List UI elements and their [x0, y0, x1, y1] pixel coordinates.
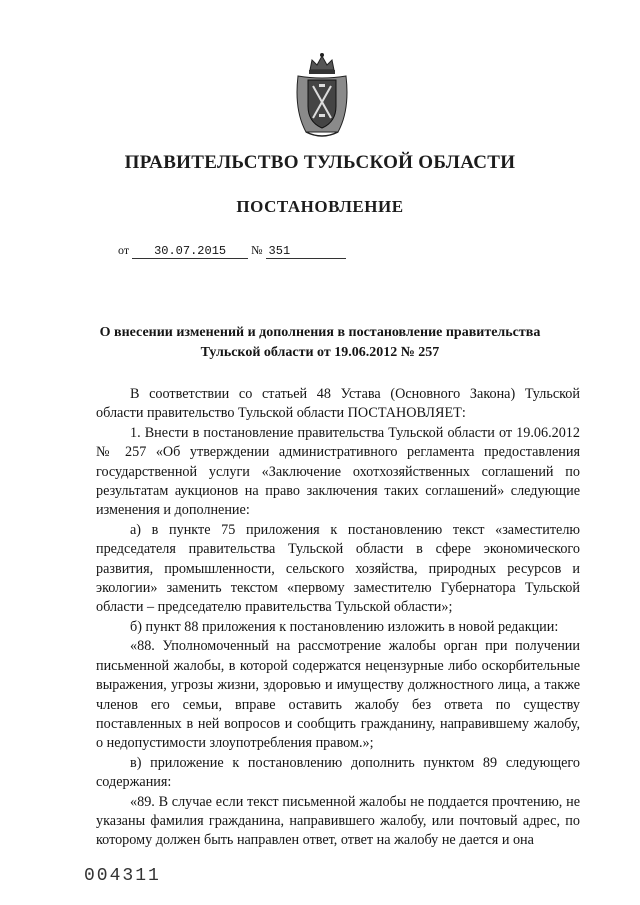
- document-type: ПОСТАНОВЛЕНИЕ: [236, 197, 404, 216]
- body-paragraph: б) пункт 88 приложения к постановлению изложить в новой редакции:: [130, 618, 559, 635]
- body-paragraph: «88. Уполномоченный на рассмотрение жалобы орган при получении письменной жалобы, в которой содержатся нецензурные либо оскорбительные выражения, угрозы жизни, здоровью и имуществу должностного лица, а также членов его семьи, вправе оставить жалобу без ответа по существу поставленных в ней вопросов и сообщить гражданину, направившему жалобу, о недопустимости злоупотребления правом.»;: [96, 638, 580, 752]
- coat-of-arms-icon: [292, 50, 352, 140]
- subject-line-2: Тульской области от 19.06.2012 № 257: [200, 345, 440, 360]
- document-number: 351: [268, 244, 291, 258]
- document-subject: [0, 323, 640, 363]
- date-field: [132, 243, 248, 259]
- serial-stamp-number: 004311: [84, 866, 161, 886]
- date-prefix: от: [118, 243, 130, 257]
- body-paragraph: 1. Внести в постановление правительства Тульской области от 19.06.2012 № 257 «Об утверждении административного регламента предоставления государственной услуги «Заключение охотхозяйственных соглашений по результатам аукционов на право заключения таких соглашений» следующие изменения и дополнение:: [96, 424, 580, 519]
- government-title: ПРАВИТЕЛЬСТВО ТУЛЬСКОЙ ОБЛАСТИ: [124, 152, 516, 173]
- body-paragraph: «89. В случае если текст письменной жалобы не поддается прочтению, не указаны фамилия гражданина, направившего жалобу, или почтовый адрес, по которому должен быть направлен ответ, ответ на жалобу не дается и она: [96, 793, 580, 849]
- document-date: 30.07.2015: [154, 244, 227, 258]
- body-paragraph: в) приложение к постановлению дополнить пунктом 89 следующего содержания:: [96, 754, 580, 791]
- subject-line-1: О внесении изменений и дополнения в постановление правительства: [99, 325, 541, 340]
- document-body: [96, 385, 580, 851]
- number-prefix: №: [251, 243, 263, 257]
- document-date-number: [118, 243, 346, 259]
- body-paragraph: а) в пункте 75 приложения к постановлению текст «заместителю председателя правительства Тульской области в сфере экономического развития, промышленности, сельского хозяйства, природных ресурсов и экологии» заменить текстом «первому заместителю Губернатора Тульской области – председателю правительства Тульской области»;: [96, 521, 580, 616]
- number-field: [266, 243, 346, 259]
- body-paragraph: В соответствии со статьей 48 Устава (Основного Закона) Тульской области правительство Тульской области ПОСТАНОВЛЯЕТ:: [96, 386, 580, 422]
